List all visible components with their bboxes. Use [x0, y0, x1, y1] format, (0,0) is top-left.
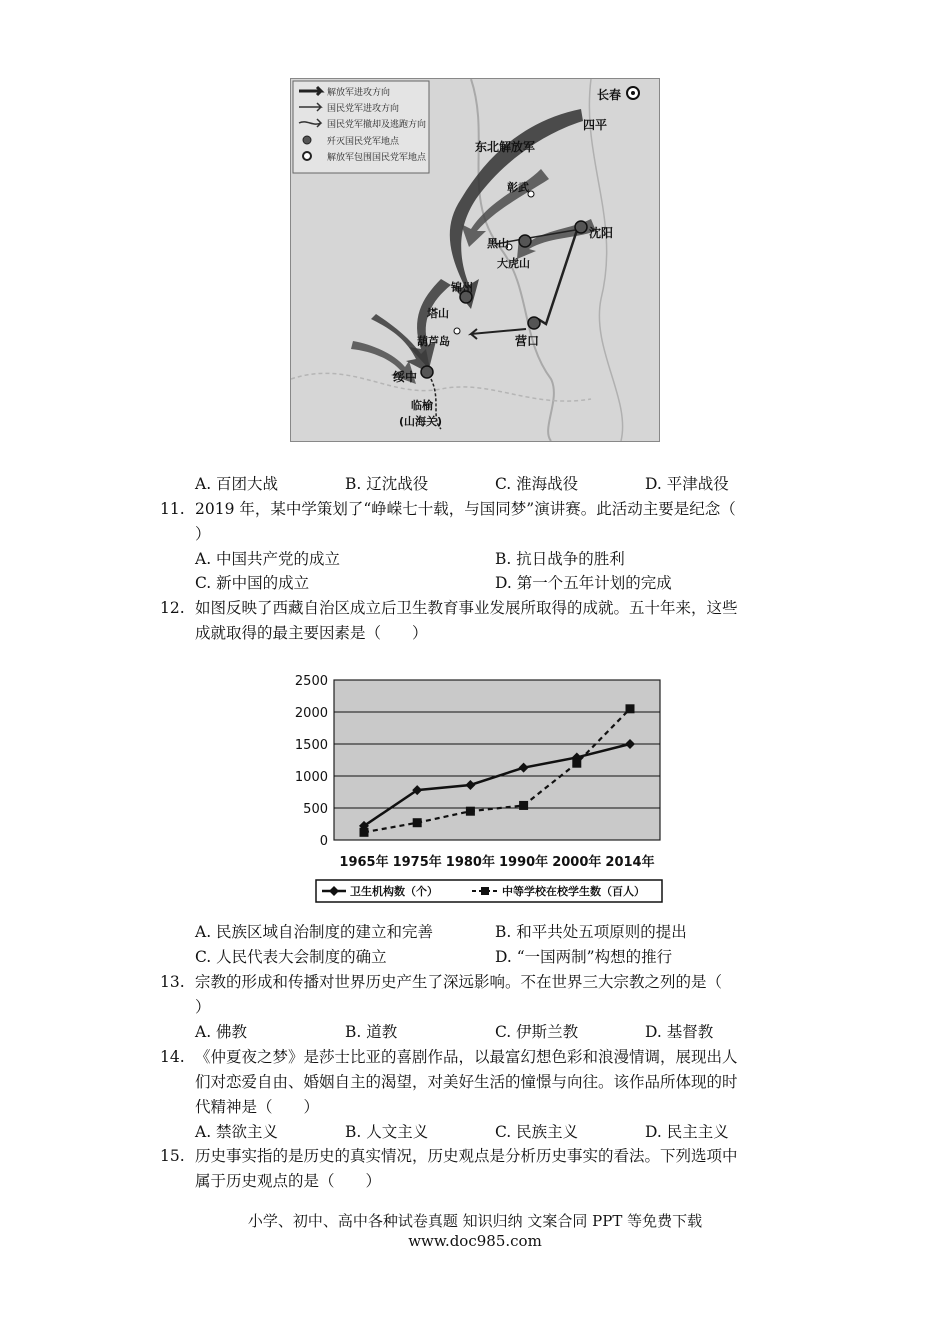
place-changchun: 长春: [597, 88, 622, 102]
q13-option-d[interactable]: D. 基督教: [645, 1023, 714, 1041]
place-siping: 四平: [583, 118, 608, 132]
place-army: 东北解放军: [475, 140, 536, 154]
q13-stem-line1: 宗教的形成和传播对世界历史产生了深远影响。不在世界三大宗教之列的是（: [195, 973, 723, 991]
data-point: [572, 759, 581, 768]
place-yingkou: 营口: [515, 334, 540, 348]
footer-text: 小学、初中、高中各种试卷真题 知识归纳 文案合同 PPT 等免费下载: [247, 1212, 703, 1230]
battle-map-drawing: [291, 79, 659, 441]
battle-map: [290, 78, 660, 442]
q15-stem-line1: 历史事实指的是历史的真实情况，历史观点是分析历史事实的看法。下列选项中: [195, 1147, 738, 1165]
q11-stem-line2: ）: [195, 525, 211, 543]
data-point: [626, 704, 635, 713]
y-tick-label: 0: [319, 834, 328, 849]
q10-option-a[interactable]: A. 百团大战: [195, 475, 279, 493]
data-point: [466, 807, 475, 816]
legend-label-2: 中等学校在校学生数（百人）: [502, 885, 645, 898]
data-point: [413, 818, 422, 827]
place-jinzhou: 锦州: [451, 281, 473, 294]
q14-number: 14.: [160, 1048, 185, 1066]
legend-item-5: 解放军包围国民党军地点: [327, 153, 427, 163]
data-point: [360, 828, 369, 837]
legend-item-2: 国民党军进攻方向: [327, 104, 400, 114]
q14-option-d[interactable]: D. 民主主义: [645, 1123, 729, 1141]
q11-option-b[interactable]: B. 抗日战争的胜利: [495, 550, 625, 568]
y-tick-label: 2000: [294, 706, 328, 721]
q10-option-c[interactable]: C. 淮海战役: [495, 475, 579, 493]
q12-stem-line2: 成就取得的最主要因素是（ ）: [195, 624, 428, 642]
x-tick-label: 1965年: [339, 855, 389, 870]
q12-option-c[interactable]: C. 人民代表大会制度的确立: [195, 948, 387, 966]
place-tashan: 塔山: [427, 307, 449, 320]
q12-option-b[interactable]: B. 和平共处五项原则的提出: [495, 923, 687, 941]
q14-option-c[interactable]: C. 民族主义: [495, 1123, 579, 1141]
x-tick-label: 2014年: [605, 855, 655, 870]
q11-number: 11.: [160, 500, 185, 518]
q15-number: 15.: [160, 1147, 185, 1165]
chart-svg: [286, 668, 676, 908]
health-education-chart: [286, 668, 676, 908]
q12-number: 12.: [160, 599, 185, 617]
x-tick-label: 1990年: [499, 855, 549, 870]
q14-option-b[interactable]: B. 人文主义: [345, 1123, 429, 1141]
q12-option-d[interactable]: D. “一国两制”构想的推行: [495, 948, 673, 966]
y-tick-label: 1500: [294, 738, 328, 753]
place-zhangwu: 彰武: [507, 181, 529, 194]
x-tick-label: 1975年: [392, 855, 442, 870]
q13-stem-line2: ）: [195, 998, 211, 1016]
legend-item-3: 国民党军撤却及逃跑方向: [327, 120, 427, 130]
plot-area: [334, 680, 660, 840]
legend-item-4: 歼灭国民党军地点: [327, 137, 400, 147]
q13-option-a[interactable]: A. 佛教: [195, 1023, 248, 1041]
legend-label-1: 卫生机构数（个）: [350, 885, 438, 898]
place-huludao: 葫芦岛: [417, 335, 450, 348]
place-dahushan: 大虎山: [497, 257, 530, 270]
q12-stem-line1: 如图反映了西藏自治区成立后卫生教育事业发展所取得的成就。五十年来，这些: [195, 599, 738, 617]
legend-marker-2: [481, 887, 489, 895]
q13-number: 13.: [160, 973, 185, 991]
q13-option-c[interactable]: C. 伊斯兰教: [495, 1023, 579, 1041]
x-tick-label: 1980年: [445, 855, 495, 870]
place-shenyang: 沈阳: [589, 226, 614, 240]
y-tick-label: 1000: [294, 770, 328, 785]
footer-url[interactable]: www.doc985.com: [408, 1232, 542, 1250]
q11-option-c[interactable]: C. 新中国的成立: [195, 574, 310, 592]
q14-stem-line2: 们对恋爱自由、婚姻自主的渴望，对美好生活的憧憬与向往。该作品所体现的时: [195, 1073, 738, 1091]
q13-option-b[interactable]: B. 道教: [345, 1023, 398, 1041]
q14-stem-line3: 代精神是（ ）: [195, 1098, 320, 1116]
place-linyu: 临榆: [411, 399, 433, 412]
x-tick-label: 2000年: [552, 855, 602, 870]
q12-option-a[interactable]: A. 民族区域自治制度的建立和完善: [195, 923, 434, 941]
q14-option-a[interactable]: A. 禁欲主义: [195, 1123, 279, 1141]
q10-option-b[interactable]: B. 辽沈战役: [345, 475, 429, 493]
legend-item-1: 解放军进攻方向: [327, 88, 391, 98]
q11-option-d[interactable]: D. 第一个五年计划的完成: [495, 574, 672, 592]
data-point: [519, 801, 528, 810]
q14-stem-line1: 《仲夏夜之梦》是莎士比亚的喜剧作品，以最富幻想色彩和浪漫情调，展现出人: [195, 1048, 738, 1066]
place-heishan: 黑山: [487, 237, 509, 250]
q11-stem-line1: 2019 年，某中学策划了“峥嵘七十载，与国同梦”演讲赛。此活动主要是纪念（: [195, 500, 736, 518]
y-tick-label: 500: [303, 802, 328, 817]
place-shanhaiguan: (山海关): [399, 415, 443, 428]
q15-stem-line2: 属于历史观点的是（ ）: [195, 1172, 382, 1190]
q11-option-a[interactable]: A. 中国共产党的成立: [195, 550, 341, 568]
q10-option-d[interactable]: D. 平津战役: [645, 475, 729, 493]
y-tick-label: 2500: [294, 674, 328, 689]
place-suizhong: 绥中: [393, 370, 418, 384]
